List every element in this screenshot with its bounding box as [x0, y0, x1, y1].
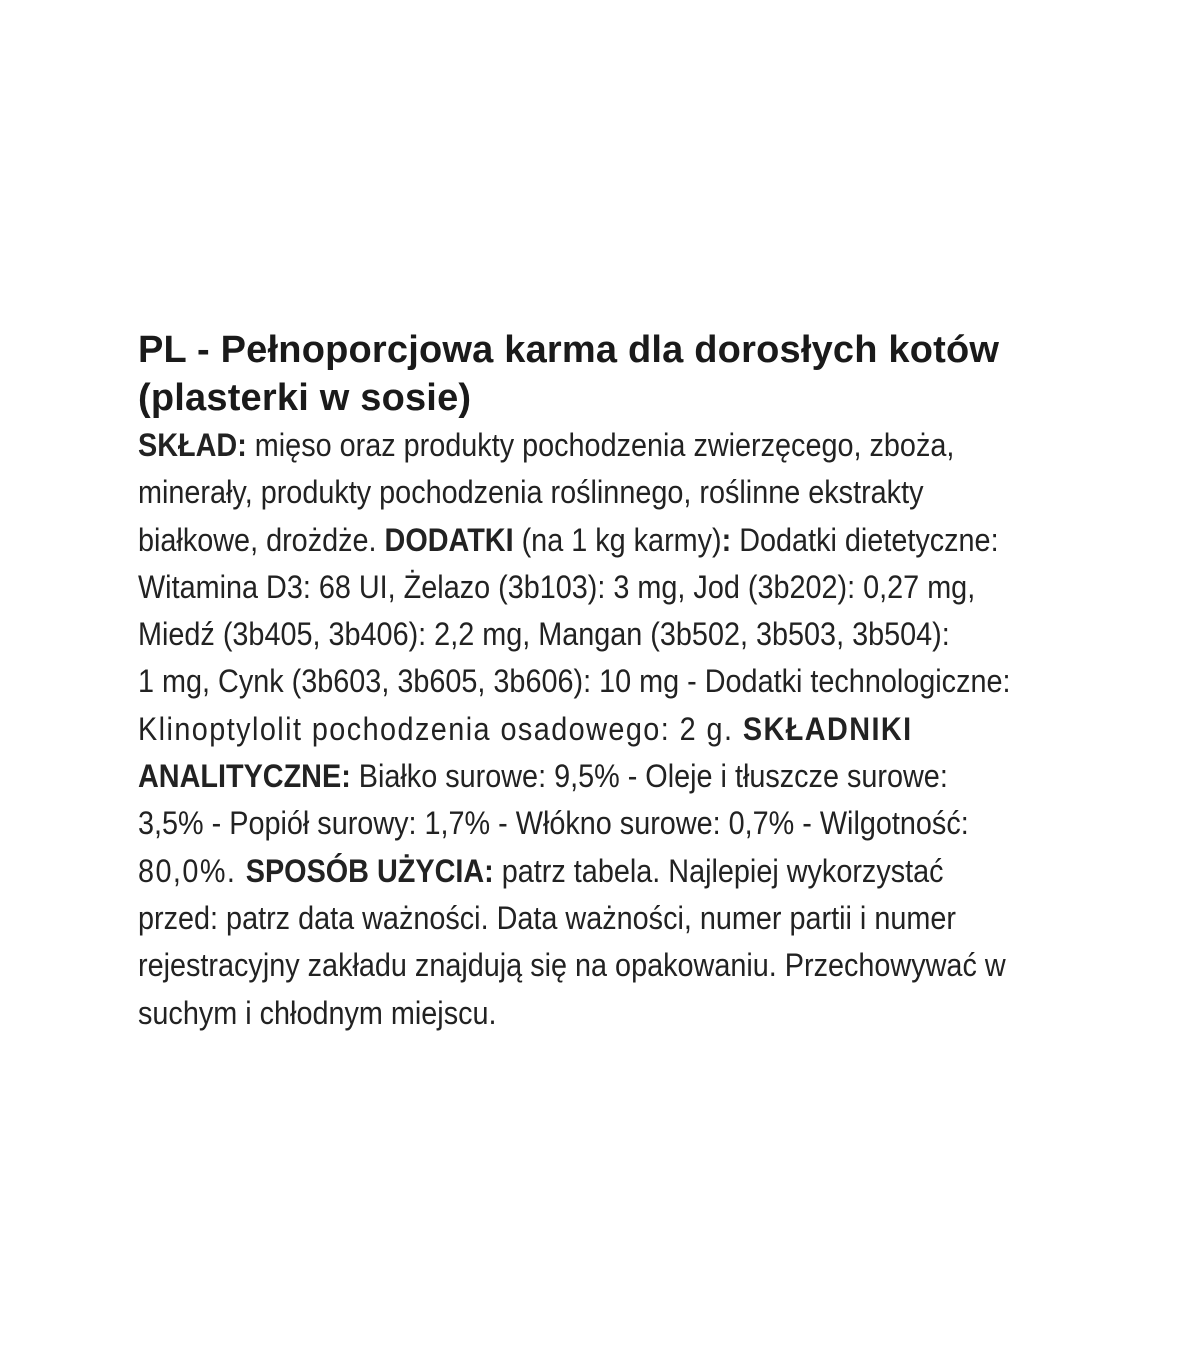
product-label [138, 326, 1078, 1037]
dodatki-text-6: Klinoptylolit pochodzenia osadowego: 2 g. [138, 710, 743, 747]
skladniki-text-3: 80,0%. [138, 852, 246, 889]
body-line-11: przed: patrz data ważności. Data ważności, numer partii i numer [138, 899, 956, 936]
body-line-12: rejestracyjny zakładu znajdują się na opakowaniu. Przechowywać w [138, 947, 1006, 984]
sposob-heading: SPOSÓB UŻYCIA: [245, 852, 494, 889]
title-line-1: PL - Pełnoporcjowa karma dla dorosłych kotów [138, 329, 1000, 371]
body-line-7 [138, 706, 1078, 753]
sklad-heading: SKŁAD: [138, 427, 247, 463]
body-line-8 [138, 753, 1078, 800]
title-line-2: (plasterki w sosie) [138, 377, 472, 419]
sklad-text-3: białkowe, drożdże. [138, 521, 385, 558]
body-line-4: Witamina D3: 68 UI, Żelazo (3b103): 3 mg, Jod (3b202): 0,27 mg, [138, 568, 976, 605]
body-line-10 [138, 848, 1078, 895]
body-line-6: 1 mg, Cynk (3b603, 3b605, 3b606): 10 mg - Dodatki technologiczne: [138, 663, 1011, 700]
body-line-1 [138, 422, 1078, 469]
dodatki-colon: : [721, 521, 732, 558]
sklad-text-1: mięso oraz produkty pochodzenia zwierzęcego, zboża, [246, 427, 955, 463]
body-line-5: Miedź (3b405, 3b406): 2,2 mg, Mangan (3b502, 3b503, 3b504): [138, 616, 950, 653]
body-line-9: 3,5% - Popiół surowy: 1,7% - Włókno surowe: 0,7% - Wilgotność: [138, 805, 969, 842]
label-body [138, 422, 1078, 1037]
dodatki-heading: DODATKI [384, 521, 514, 558]
product-title [138, 326, 1078, 422]
skladniki-text-1: Białko surowe: 9,5% - Oleje i tłuszcze surowe: [350, 758, 948, 795]
skladniki-heading-1: SKŁADNIKI [742, 710, 913, 747]
body-line-2: minerały, produkty pochodzenia roślinnego, roślinne ekstrakty [138, 474, 924, 511]
skladniki-heading-2: ANALITYCZNE: [138, 758, 351, 795]
body-line-13: suchym i chłodnym miejscu. [138, 994, 497, 1031]
dodatki-text-1: (na 1 kg karmy) [513, 521, 722, 558]
body-line-3 [138, 517, 1078, 564]
sposob-text-1: patrz tabela. Najlepiej wykorzystać [493, 852, 944, 889]
dodatki-text-2: Dodatki dietetyczne: [731, 521, 999, 558]
